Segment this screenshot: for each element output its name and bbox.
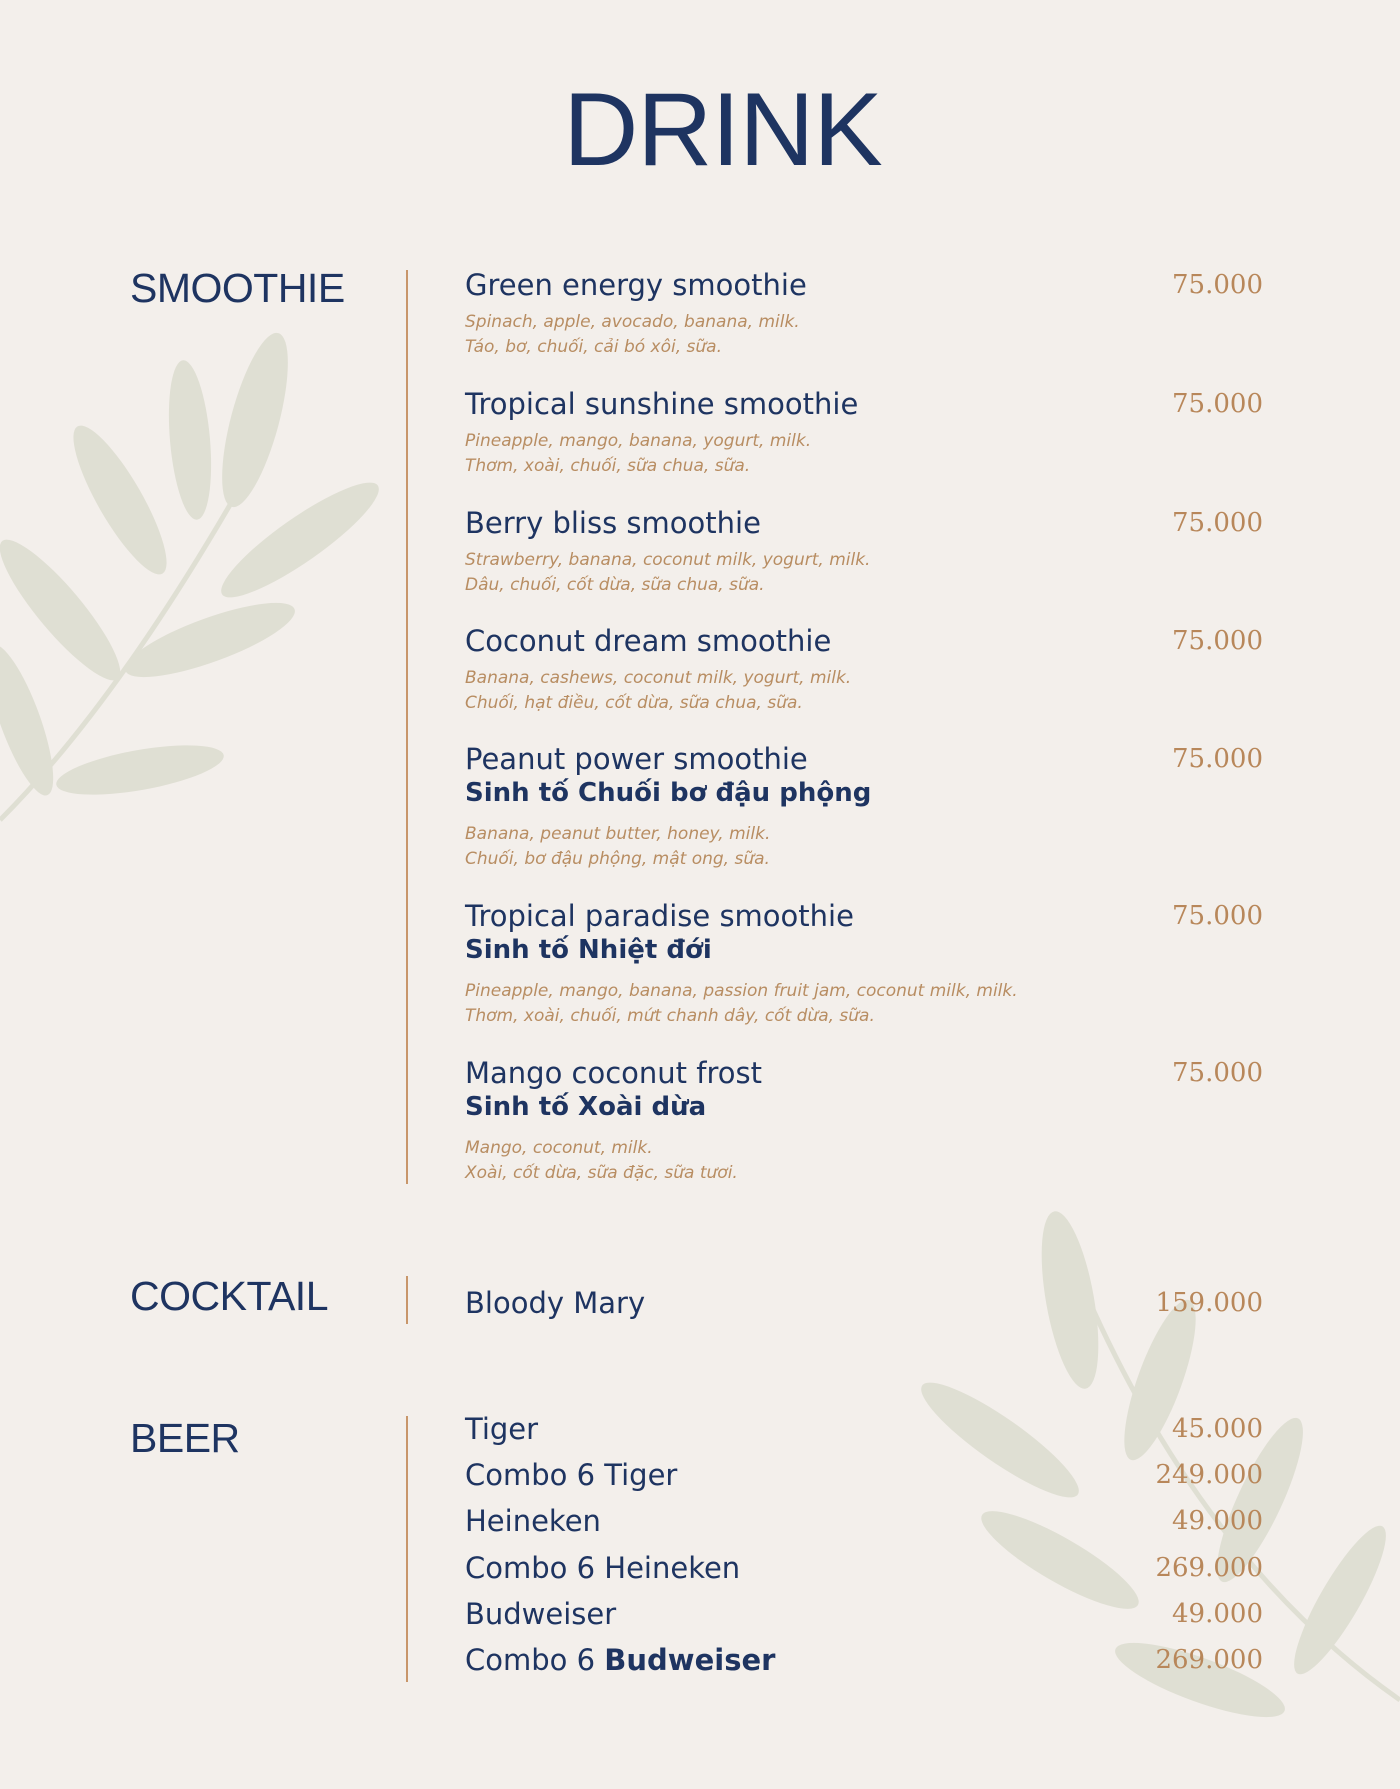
- item-price: 49.000: [1172, 1506, 1263, 1536]
- item-description-vi: Thơm, xoài, chuối, sữa chua, sữa.: [465, 456, 751, 476]
- section-divider: [406, 1276, 408, 1324]
- item-price: 75.000: [1172, 1058, 1263, 1088]
- item-description-vi: Thơm, xoài, chuối, mứt chanh dây, cốt dừa, sữa.: [465, 1006, 875, 1026]
- item-description-vi: Xoài, cốt dừa, sữa đặc, sữa tươi.: [465, 1163, 738, 1183]
- item-price: 269.000: [1155, 1553, 1263, 1583]
- item-price: 49.000: [1172, 1599, 1263, 1629]
- item-name: Combo 6 Heineken: [465, 1551, 741, 1585]
- section-divider: [406, 270, 408, 1184]
- item-price: 75.000: [1172, 508, 1263, 538]
- item-description-en: Pineapple, mango, banana, passion fruit jam, coconut milk, milk.: [465, 981, 1018, 1001]
- page-title: DRINK: [563, 72, 882, 188]
- item-name: Berry bliss smoothie: [465, 506, 761, 540]
- item-price: 75.000: [1172, 270, 1263, 300]
- item-price: 75.000: [1172, 901, 1263, 931]
- item-description-en: Strawberry, banana, coconut milk, yogurt, milk.: [465, 550, 871, 570]
- item-price: 249.000: [1155, 1460, 1263, 1490]
- item-description-vi: Táo, bơ, chuối, cải bó xôi, sữa.: [465, 337, 722, 357]
- item-name: Bloody Mary: [465, 1286, 646, 1320]
- item-name: Peanut power smoothie: [465, 742, 808, 776]
- item-name: Combo 6 Tiger: [465, 1458, 678, 1492]
- item-price: 159.000: [1155, 1288, 1263, 1318]
- item-price: 269.000: [1155, 1645, 1263, 1675]
- section-title-beer: BEER: [130, 1415, 240, 1461]
- item-description-vi: Dâu, chuối, cốt dừa, sữa chua, sữa.: [465, 575, 765, 595]
- item-description-vi: Chuối, hạt điều, cốt dừa, sữa chua, sữa.: [465, 693, 803, 713]
- item-name: Budweiser: [465, 1597, 617, 1631]
- item-name: Green energy smoothie: [465, 268, 807, 302]
- section-title-smoothie: SMOOTHIE: [130, 265, 345, 311]
- item-description-en: Banana, cashews, coconut milk, yogurt, milk.: [465, 668, 852, 688]
- item-price: 45.000: [1172, 1414, 1263, 1444]
- item-description-en: Pineapple, mango, banana, yogurt, milk.: [465, 431, 812, 451]
- item-name: Tropical paradise smoothie: [465, 899, 854, 933]
- item-description-en: Spinach, apple, avocado, banana, milk.: [465, 312, 800, 332]
- item-name-bold-part: Budweiser: [604, 1643, 776, 1677]
- section-title-cocktail: COCKTAIL: [130, 1273, 328, 1319]
- item-description-en: Mango, coconut, milk.: [465, 1138, 653, 1158]
- item-name: Coconut dream smoothie: [465, 624, 832, 658]
- item-name-vi: Sinh tố Chuối bơ đậu phộng: [465, 778, 872, 808]
- item-description-vi: Chuối, bơ đậu phộng, mật ong, sữa.: [465, 849, 770, 869]
- item-name: Heineken: [465, 1504, 601, 1538]
- item-name: [465, 1643, 775, 1677]
- item-name-vi: Sinh tố Nhiệt đới: [465, 935, 712, 965]
- item-price: 75.000: [1172, 389, 1263, 419]
- item-description-en: Banana, peanut butter, honey, milk.: [465, 824, 771, 844]
- item-name: Tiger: [465, 1412, 539, 1446]
- item-price: 75.000: [1172, 626, 1263, 656]
- section-divider: [406, 1416, 408, 1682]
- item-name-vi: Sinh tố Xoài dừa: [465, 1092, 707, 1122]
- item-price: 75.000: [1172, 744, 1263, 774]
- item-name: Tropical sunshine smoothie: [465, 387, 859, 421]
- item-name: Mango coconut frost: [465, 1056, 762, 1090]
- item-name-part: Combo 6: [465, 1643, 605, 1677]
